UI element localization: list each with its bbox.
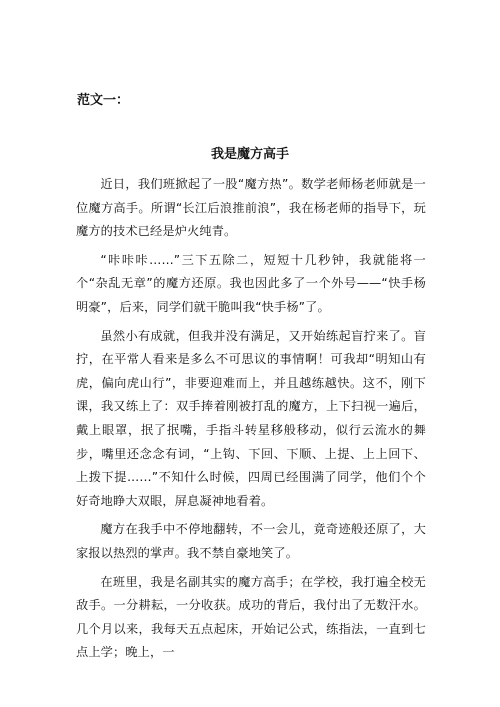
essay-title: 我是魔方高手 [210,147,289,162]
paragraph-5: 在班里，我是名副其实的魔方高手；在学校，我打遍全校无敌手。一分耕耘，一分收获。成功的背后，我付出了无数汗水。几个月以来，我每天五点起床，开始记公式，练指法，一直到七点上学；晚上，一 [76,574,426,660]
paragraph-1: 近日，我们班掀起了一股“魔方热”。数学老师杨老师就是一位魔方高手。所谓“长江后浪推前浪”，我在杨老师的指导下，玩魔方的技术已经是炉火纯青。 [76,177,426,239]
paragraph-3: 虽然小有成就，但我并没有满足，又开始练起盲拧来了。盲拧，在平常人看来是多么不可思议的事情啊！可我却“明知山有虎，偏向虎山行”，非要迎难而上，并且越练越快。这不，刚下课，我又练上了：双手捧着刚被打乱的魔方，上下扫视一遍后，戴上眼罩，抿了抿嘴，手指斗转星移般移动，似行云流水的舞步，嘴里还念念有词，“上钩、下回、下顺、上提、上上回下、上拨下提……”不知什么时候，四周已经围满了同学，他们个个好奇地睁大双眼，屏息凝神地看着。 [76,328,426,508]
paragraph-2: “咔咔咔……”三下五除二，短短十几秒钟，我就能将一个“杂乱无章”的魔方还原。我也因此多了一个外号——“快手杨明豪”，后来，同学们就干脆叫我“快手杨”了。 [76,252,426,314]
section-label: 范文一： [77,93,130,108]
essay-body [76,173,426,670]
paragraph-4: 魔方在我手中不停地翻转，不一会儿，竟奇迹般还原了，大家报以热烈的掌声。我不禁自豪地笑了。 [76,522,426,560]
